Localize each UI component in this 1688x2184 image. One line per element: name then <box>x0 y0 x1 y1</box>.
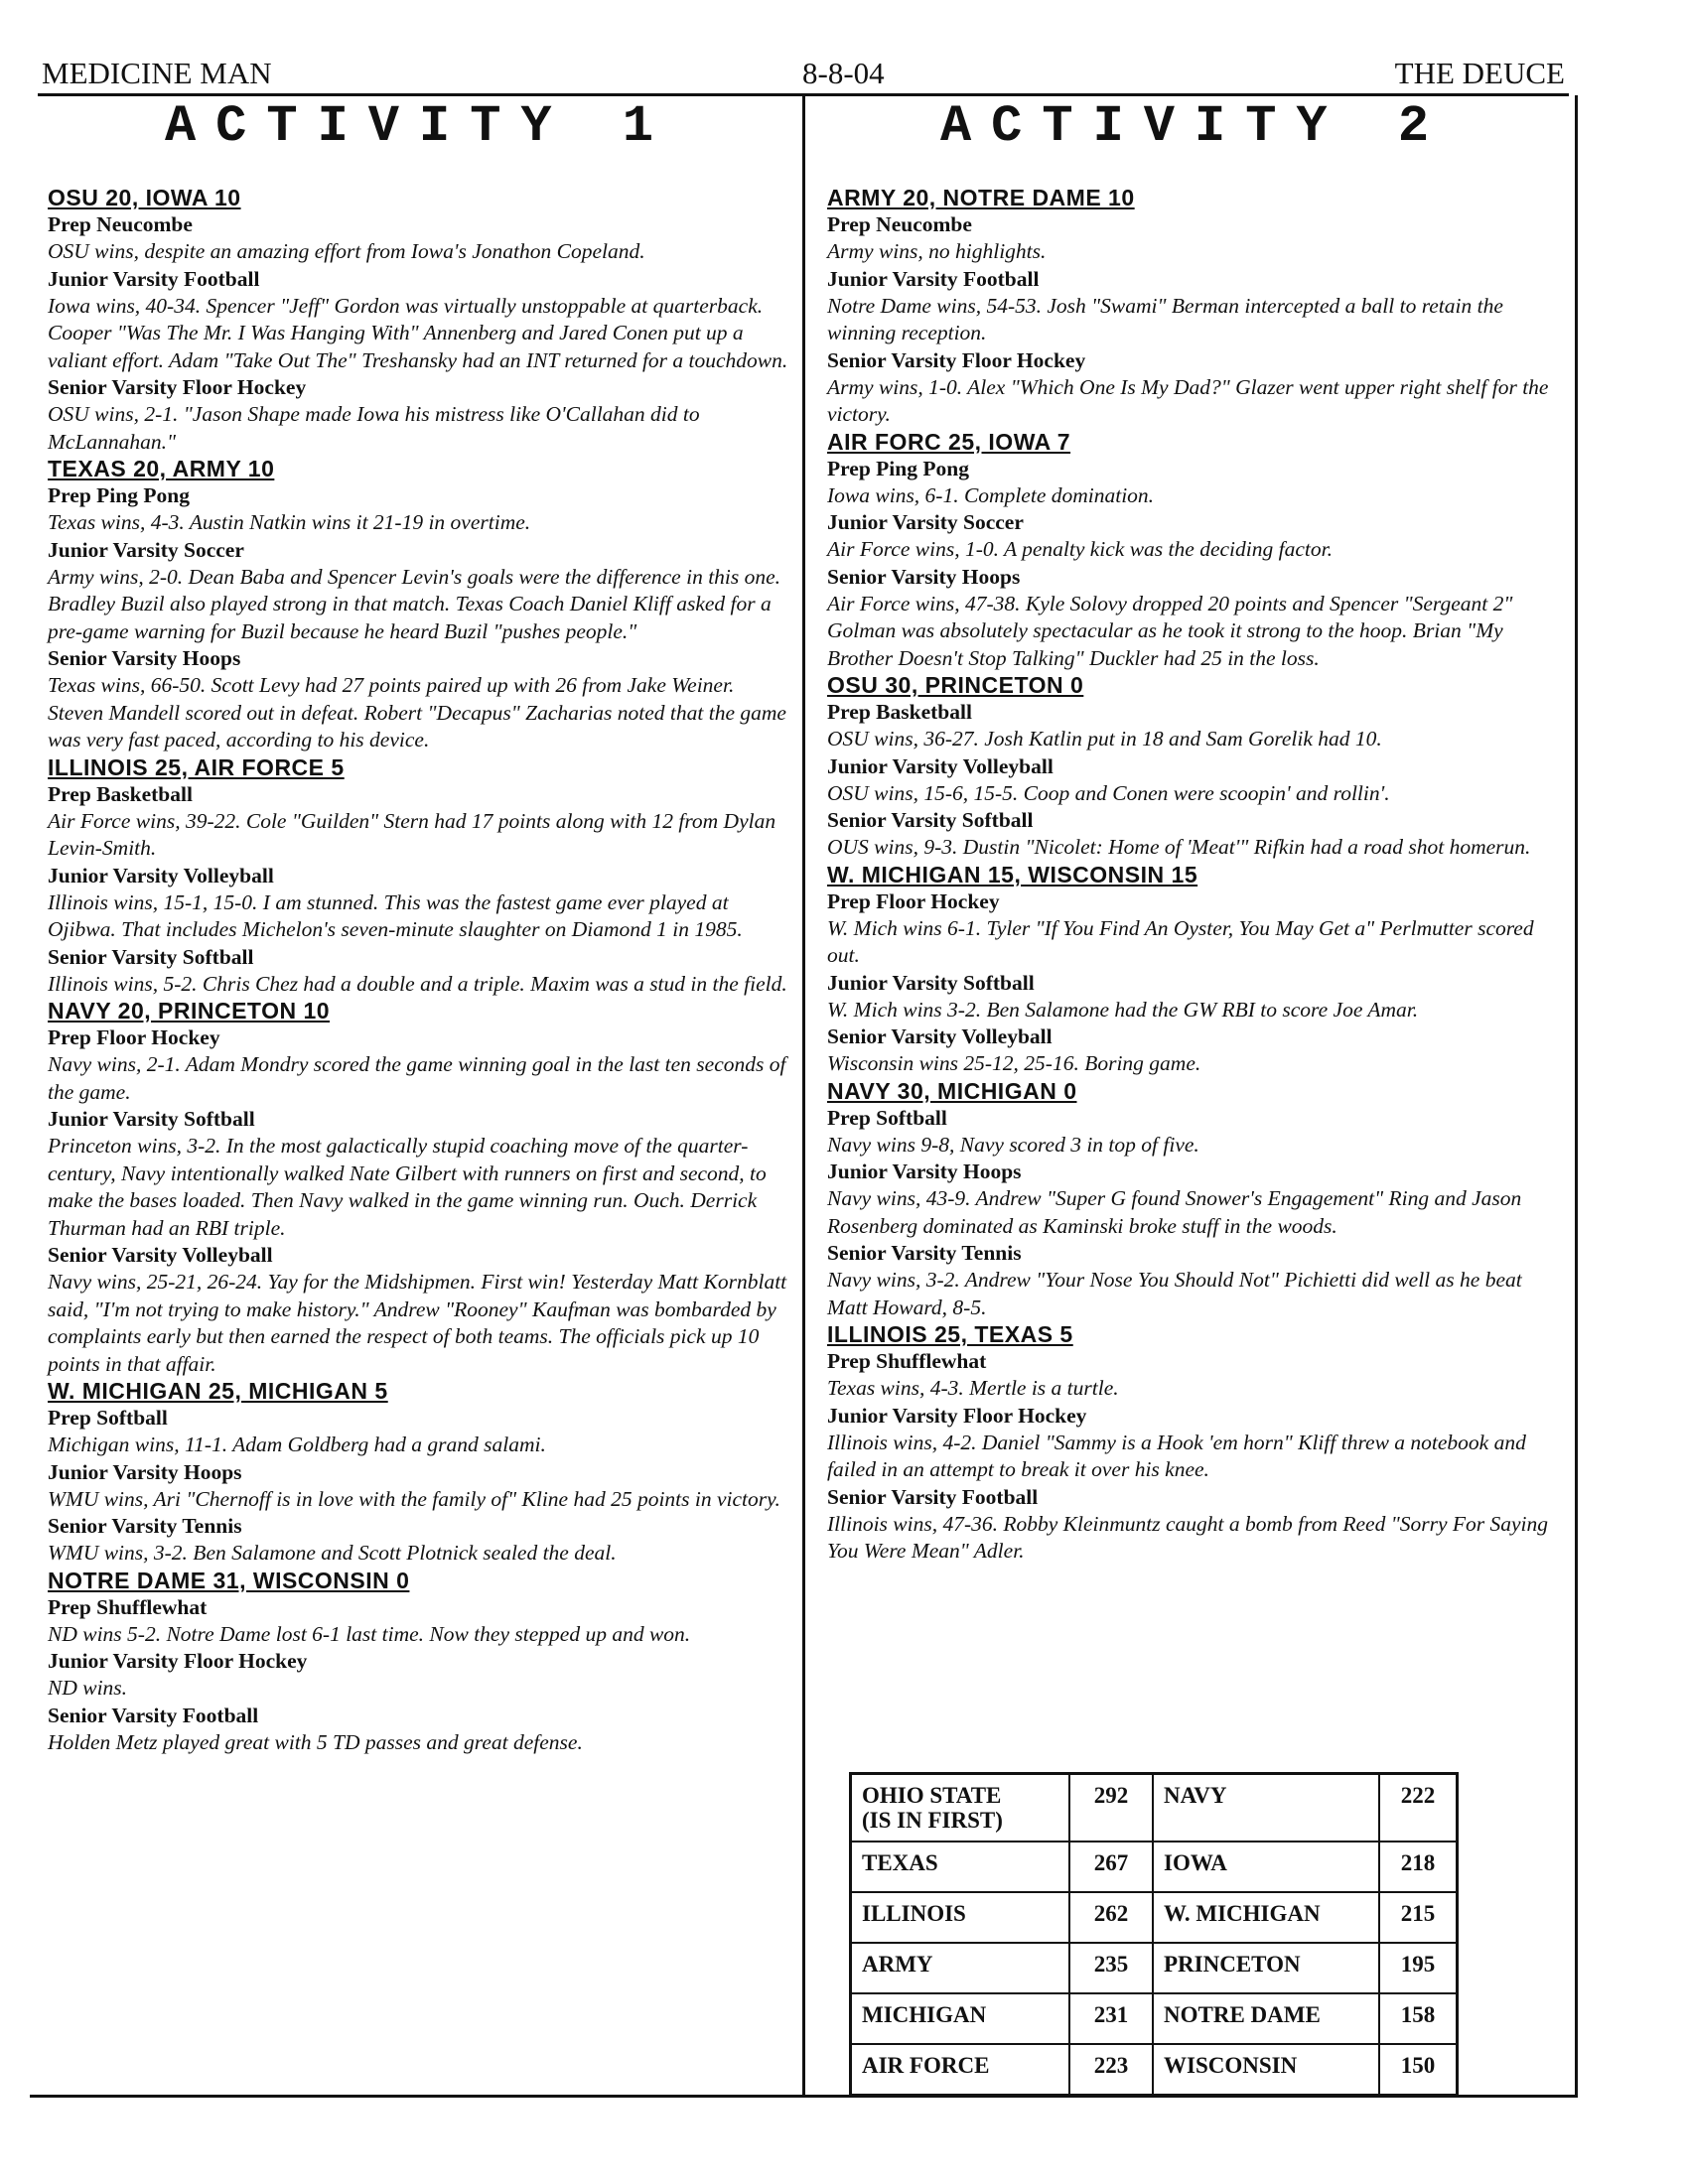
event-description: OSU wins, 36-27. Josh Katlin put in 18 and Sam Gorelik had 10. <box>827 727 1382 751</box>
standings-team-text: PRINCETON <box>1164 1952 1301 1977</box>
game-block <box>827 429 1562 673</box>
event-description: Air Force wins, 47-38. Kyle Solovy dropped 20 points and Spencer "Sergeant 2" Golman was absolutely spectacular as he took it strong to the hoop. Brian "My Brother Doesn't Stop Talking" Duckler had 25 in the loss. <box>827 591 1513 670</box>
event-description: OSU wins, 2-1. "Jason Shape made Iowa his mistress like O'Callahan did to McLannahan." <box>48 402 700 454</box>
game-block <box>827 862 1562 1078</box>
event-description: ND wins 5-2. Notre Dame lost 6-1 last time. Now they stepped up and won. <box>48 1621 691 1646</box>
standings-team <box>851 1892 1070 1943</box>
event-name: Prep Neucombe <box>48 212 193 236</box>
standings-team <box>1153 1993 1379 2044</box>
column-divider <box>802 95 805 2098</box>
event-name: Senior Varsity Floor Hockey <box>48 375 307 399</box>
standings-team <box>851 1774 1070 1843</box>
event-description: Illinois wins, 5-2. Chris Chez had a double and a triple. Maxim was a stud in the field. <box>48 971 787 996</box>
game-block <box>48 754 790 999</box>
event-description: Texas wins, 4-3. Austin Natkin wins it 21-19 in overtime. <box>48 510 531 534</box>
game-heading: NAVY 30, MICHIGAN 0 <box>827 1077 1077 1104</box>
header-left: MEDICINE MAN <box>42 56 272 90</box>
event-description: Holden Metz played great with 5 TD passes and great defense. <box>48 1729 583 1754</box>
standings-points <box>1379 1943 1458 1993</box>
standings-team <box>1153 1892 1379 1943</box>
standings-team <box>851 1993 1070 2044</box>
event-name: Senior Varsity Volleyball <box>48 1243 273 1267</box>
event-name: Junior Varsity Floor Hockey <box>48 1649 308 1673</box>
standings-points <box>1069 1774 1153 1843</box>
standings-body <box>851 1774 1458 2096</box>
event-description: WMU wins, Ari "Chernoff is in love with the family of" Kline had 25 points in victory. <box>48 1486 780 1511</box>
event-description: Iowa wins, 40-34. Spencer "Jeff" Gordon was virtually unstoppable at quarterback. Cooper "Was The Mr. I Was Hanging With" Annenberg and Jared Conen put up a valiant effort. Adam "Take Out The" Treshansky had an INT returned for a touchdown. <box>48 293 788 372</box>
standings-team-text: AIR FORCE <box>862 2053 990 2078</box>
event-name: Junior Varsity Soccer <box>48 537 244 562</box>
event-name: Prep Softball <box>48 1406 168 1430</box>
standings-team-text: ARMY <box>862 1952 933 1977</box>
game-heading: OSU 20, IOWA 10 <box>48 185 241 210</box>
event-description: Navy wins 9-8, Navy scored 3 in top of five. <box>827 1132 1199 1157</box>
event-name: Prep Shufflewhat <box>48 1594 208 1619</box>
event-description: Wisconsin wins 25-12, 25-16. Boring game. <box>827 1051 1201 1075</box>
activity-1-column <box>48 97 790 1756</box>
game-heading: W. MICHIGAN 25, MICHIGAN 5 <box>48 1378 388 1404</box>
event-description: Iowa wins, 6-1. Complete domination. <box>827 482 1155 507</box>
standings-row <box>851 1842 1458 1892</box>
game-heading: TEXAS 20, ARMY 10 <box>48 456 275 481</box>
standings-points-text: 235 <box>1093 1952 1129 1977</box>
game-block <box>827 672 1562 862</box>
event-description: Illinois wins, 15-1, 15-0. I am stunned. This was the fastest game ever played at Ojibwa. That includes Michelon's seven-minute slaughter on Diamond 1 in 1985. <box>48 889 743 941</box>
event-description: Notre Dame wins, 54-53. Josh "Swami" Berman intercepted a ball to retain the winning reception. <box>827 293 1503 344</box>
standings-points-text: 222 <box>1400 1783 1436 1808</box>
standings-team <box>851 1842 1070 1892</box>
event-name: Prep Floor Hockey <box>827 888 1000 913</box>
event-name: Senior Varsity Volleyball <box>827 1024 1053 1048</box>
event-name: Junior Varsity Volleyball <box>827 753 1054 778</box>
standings-points-text: 267 <box>1093 1850 1129 1875</box>
event-name: Prep Floor Hockey <box>48 1025 220 1049</box>
activity-2-games <box>827 185 1562 1566</box>
event-name: Junior Varsity Football <box>827 266 1040 291</box>
header-right: THE DEUCE <box>1394 56 1565 90</box>
event-description: OUS wins, 9-3. Dustin "Nicolet: Home of 'Meat'" Rifkin had a road shot homerun. <box>827 835 1531 859</box>
standings-points <box>1069 1943 1153 1993</box>
standings-team <box>1153 1943 1379 1993</box>
event-name: Junior Varsity Volleyball <box>48 863 274 887</box>
standings-row <box>851 2044 1458 2096</box>
standings-points-text: 158 <box>1400 2002 1436 2027</box>
event-name: Senior Varsity Football <box>48 1703 259 1727</box>
game-block <box>48 1378 790 1568</box>
event-description: Army wins, no highlights. <box>827 239 1047 263</box>
event-description: Air Force wins, 1-0. A penalty kick was the deciding factor. <box>827 537 1333 561</box>
game-heading: NAVY 20, PRINCETON 10 <box>48 998 331 1024</box>
event-name: Prep Softball <box>827 1105 947 1130</box>
standings-points <box>1069 1842 1153 1892</box>
standings-team <box>1153 1774 1379 1843</box>
event-description: WMU wins, 3-2. Ben Salamone and Scott Plotnick sealed the deal. <box>48 1541 617 1565</box>
standings-points-text: 292 <box>1093 1783 1129 1808</box>
event-description: Navy wins, 3-2. Andrew "Your Nose You Should Not" Pichietti did well as he beat Matt Howard, 8-5. <box>827 1268 1522 1319</box>
event-name: Prep Ping Pong <box>827 456 969 480</box>
event-description: OSU wins, 15-6, 15-5. Coop and Conen were scoopin' and rollin'. <box>827 780 1390 805</box>
standings-team-text: OHIO STATE <box>862 1783 1002 1808</box>
event-description: Michigan wins, 11-1. Adam Goldberg had a grand salami. <box>48 1433 546 1456</box>
standings-points-text: 231 <box>1093 2002 1129 2027</box>
event-name: Junior Varsity Soccer <box>827 510 1024 534</box>
game-block <box>48 185 790 456</box>
standings-table <box>849 1772 1459 2097</box>
game-block <box>827 1321 1562 1566</box>
standings-points <box>1379 1774 1458 1843</box>
standings-note: (IS IN FIRST) <box>862 1808 1003 1833</box>
event-name: Prep Ping Pong <box>48 483 190 507</box>
standings-team-text: W. MICHIGAN <box>1164 1901 1321 1926</box>
standings-points-text: 215 <box>1400 1901 1436 1926</box>
event-name: Junior Varsity Hoops <box>48 1459 242 1484</box>
game-block <box>827 1078 1562 1322</box>
event-name: Prep Basketball <box>48 781 193 806</box>
event-name: Junior Varsity Softball <box>48 1107 255 1131</box>
event-name: Senior Varsity Floor Hockey <box>827 347 1086 372</box>
event-description: Princeton wins, 3-2. In the most galactically stupid coaching move of the quarter-century, Navy intentionally walked Nate Gilbert with runners on first and second, to make the bases loaded. Then Navy walked in the game winning run. Ouch. Derrick Thurman had an RBI triple. <box>48 1134 767 1240</box>
standings-points-text: 195 <box>1400 1952 1436 1977</box>
event-name: Senior Varsity Hoops <box>48 646 241 670</box>
standings-row <box>851 1892 1458 1943</box>
game-heading: AIR FORC 25, IOWA 7 <box>827 428 1071 455</box>
event-description: W. Mich wins 3-2. Ben Salamone had the GW RBI to score Joe Amar. <box>827 997 1419 1022</box>
game-heading: OSU 30, PRINCETON 0 <box>827 672 1084 698</box>
standings-row <box>851 1774 1458 1843</box>
event-description: Texas wins, 4-3. Mertle is a turtle. <box>827 1376 1119 1400</box>
event-description: Navy wins, 2-1. Adam Mondry scored the game winning goal in the last ten seconds of the game. <box>48 1052 786 1104</box>
activity-1-title: ACTIVITY 1 <box>164 97 674 156</box>
event-description: Navy wins, 25-21, 26-24. Yay for the Midshipmen. First win! Yesterday Matt Kornblatt said, "I'm not trying to make history." Andrew "Rooney" Kaufman was bombarded by complaints early but then earned the respect of both teams. The officials pick up 10 points in that affair. <box>48 1270 787 1376</box>
event-name: Senior Varsity Hoops <box>827 564 1021 589</box>
event-name: Senior Varsity Softball <box>48 944 254 969</box>
event-name: Prep Basketball <box>827 700 972 724</box>
event-description: ND wins. <box>48 1676 128 1700</box>
standings-points-text: 218 <box>1400 1850 1436 1875</box>
standings-team-text: WISCONSIN <box>1164 2053 1298 2078</box>
event-name: Junior Varsity Hoops <box>827 1160 1022 1183</box>
standings-team-text: IOWA <box>1164 1850 1227 1875</box>
standings-team <box>1153 1842 1379 1892</box>
event-description: Army wins, 1-0. Alex "Which One Is My Dad?" Glazer went upper right shelf for the victory. <box>827 374 1549 426</box>
activity-2-column <box>827 97 1562 1566</box>
standings-team-text: TEXAS <box>862 1850 938 1875</box>
event-name: Senior Varsity Tennis <box>827 1241 1022 1265</box>
event-description: W. Mich wins 6-1. Tyler "If You Find An Oyster, You May Get a" Perlmutter scored out. <box>827 915 1534 967</box>
event-name: Junior Varsity Softball <box>827 970 1035 995</box>
game-block <box>48 456 790 754</box>
event-name: Senior Varsity Tennis <box>48 1514 242 1538</box>
event-description: Army wins, 2-0. Dean Baba and Spencer Levin's goals were the difference in this one. Bradley Buzil also played strong in that match. Texas Coach Daniel Kliff asked for a pre-game warning for Buzil because he heard Buzil "pushes people." <box>48 564 781 643</box>
event-name: Prep Neucombe <box>827 212 972 236</box>
event-name: Junior Varsity Floor Hockey <box>827 1403 1087 1428</box>
game-block <box>48 998 790 1378</box>
standings-points <box>1379 1842 1458 1892</box>
standings-team <box>851 1943 1070 1993</box>
game-heading: ILLINOIS 25, TEXAS 5 <box>827 1321 1073 1347</box>
event-name: Senior Varsity Football <box>827 1484 1039 1509</box>
game-heading: ARMY 20, NOTRE DAME 10 <box>827 185 1135 210</box>
game-heading: NOTRE DAME 31, WISCONSIN 0 <box>48 1567 410 1593</box>
standings-points <box>1379 1892 1458 1943</box>
standings-points-text: 262 <box>1093 1901 1129 1926</box>
event-name: Junior Varsity Football <box>48 266 260 291</box>
standings-points <box>1069 1993 1153 2044</box>
game-block <box>48 1568 790 1757</box>
standings-row <box>851 1943 1458 1993</box>
standings-points <box>1069 2044 1153 2096</box>
standings-team-text: MICHIGAN <box>862 2002 987 2027</box>
event-description: Texas wins, 66-50. Scott Levy had 27 points paired up with 26 from Jake Weiner. Steven Mandell scored out in defeat. Robert "Decapus" Zacharias noted that the game was very fast paced, according to his device. <box>48 673 786 751</box>
header-date: 8-8-04 <box>802 56 885 90</box>
event-description: Illinois wins, 4-2. Daniel "Sammy is a Hook 'em horn" Kliff threw a notebook and failed in an attempt to break it over his knee. <box>827 1430 1526 1481</box>
game-heading: ILLINOIS 25, AIR FORCE 5 <box>48 753 345 780</box>
event-description: Air Force wins, 39-22. Cole "Guilden" Stern had 17 points along with 12 from Dylan Levin-Smith. <box>48 808 776 860</box>
standings-points-text: 150 <box>1400 2053 1436 2078</box>
standings-team-text: ILLINOIS <box>862 1901 966 1926</box>
standings-team <box>851 2044 1070 2096</box>
standings-team <box>1153 2044 1379 2096</box>
event-name: Senior Varsity Softball <box>827 808 1034 832</box>
standings-points-text: 223 <box>1093 2053 1129 2078</box>
standings-team-text: NOTRE DAME <box>1164 2002 1321 2027</box>
game-block <box>827 185 1562 429</box>
standings-points <box>1379 2044 1458 2096</box>
standings-team-text: NAVY <box>1164 1783 1227 1808</box>
event-description: Illinois wins, 47-36. Robby Kleinmuntz caught a bomb from Reed "Sorry For Saying You Were Mean" Adler. <box>827 1511 1549 1563</box>
event-description: Navy wins, 43-9. Andrew "Super G found Snower's Engagement" Ring and Jason Rosenberg dominated as Kaminski broke stuff in the woods. <box>827 1186 1522 1238</box>
standings-row <box>851 1993 1458 2044</box>
event-name: Prep Shufflewhat <box>827 1349 987 1373</box>
event-description: OSU wins, despite an amazing effort from Iowa's Jonathon Copeland. <box>48 239 645 263</box>
activity-2-title: ACTIVITY 2 <box>939 97 1450 156</box>
game-heading: W. MICHIGAN 15, WISCONSIN 15 <box>827 861 1198 887</box>
activity-1-games <box>48 185 790 1756</box>
page-header <box>38 52 1569 96</box>
standings-points <box>1069 1892 1153 1943</box>
standings-points <box>1379 1993 1458 2044</box>
